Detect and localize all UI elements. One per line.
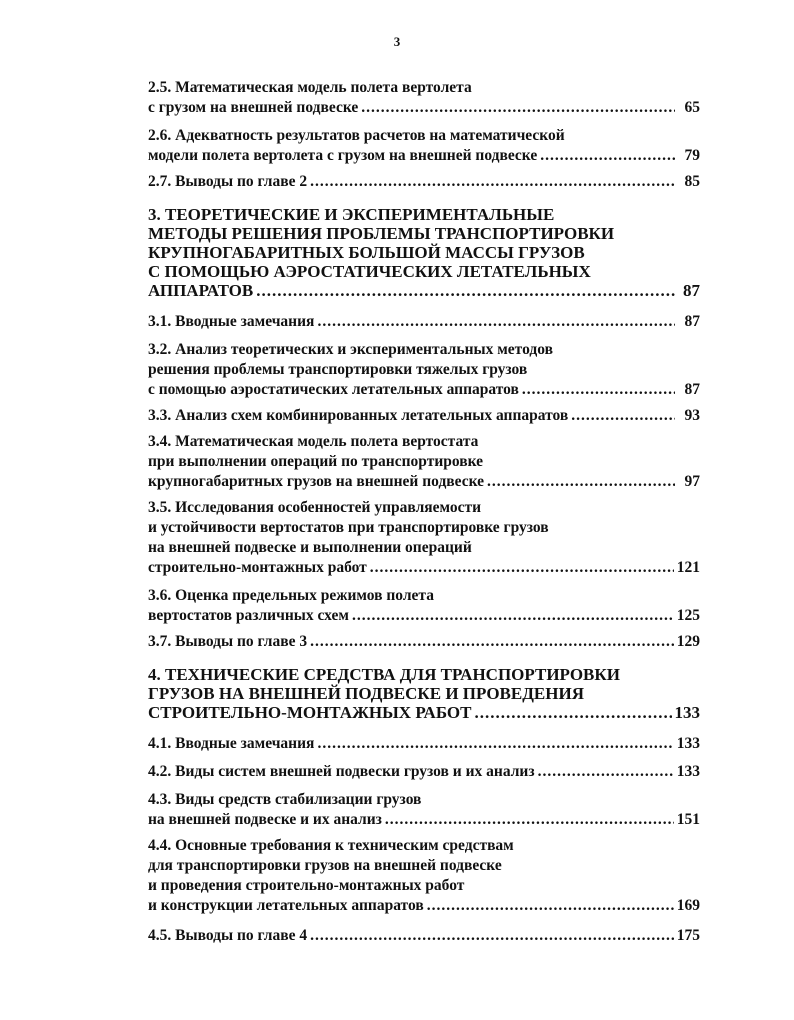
toc-entry-title: 4.5. Выводы по главе 4 <box>148 927 308 944</box>
toc-entry-2-5 <box>148 78 700 118</box>
dot-leader <box>538 762 674 782</box>
toc-entry-line: С ПОМОЩЬЮ АЭРОСТАТИЧЕСКИХ ЛЕТАТЕЛЬНЫХ <box>148 262 591 281</box>
toc-entry-4-4 <box>148 836 700 916</box>
toc-entry-line: и устойчивости вертостатов при транспортировке грузов <box>148 519 549 536</box>
toc-entry-title: АППАРАТОВ <box>148 281 254 300</box>
toc-entry-line: 3.6. Оценка предельных режимов полета <box>148 587 434 604</box>
toc-page-number: 175 <box>676 927 700 944</box>
dot-leader <box>370 558 674 578</box>
toc-entry-line: при выполнении операций по транспортировке <box>148 453 484 470</box>
dot-leader <box>352 606 674 626</box>
toc-chapter-3 <box>148 205 700 300</box>
toc-entry-title: и конструкции летательных аппаратов <box>148 897 424 914</box>
toc-entry-title: 2.7. Выводы по главе 2 <box>148 173 308 190</box>
toc-entry-3-2 <box>148 340 700 400</box>
toc-entry-3-3 <box>148 406 700 426</box>
page-number: 3 <box>393 34 401 49</box>
dot-leader <box>256 281 675 300</box>
toc-page-number: 169 <box>676 897 700 914</box>
toc-page-number: 87 <box>684 313 700 330</box>
toc-entry-2-6 <box>148 126 700 166</box>
toc-entry-line: 3.4. Математическая модель полета вертостата <box>148 433 479 450</box>
toc-entry-title: 3.1. Вводные замечания <box>148 313 315 330</box>
toc-page-number: 133 <box>676 735 700 752</box>
toc-entry-title: 3.3. Анализ схем комбинированных летательных аппаратов <box>148 407 569 424</box>
dot-leader <box>487 472 675 492</box>
toc-page-number: 151 <box>676 811 700 828</box>
toc-entry-title: СТРОИТЕЛЬНО-МОНТАЖНЫХ РАБОТ <box>148 703 472 722</box>
toc-page-number: 93 <box>684 407 700 424</box>
toc-entry-3-6 <box>148 586 700 626</box>
dot-leader <box>540 146 675 166</box>
dot-leader <box>427 896 674 916</box>
toc-entry-title: 4.2. Виды систем внешней подвески грузов и их анализ <box>148 763 535 780</box>
dot-leader <box>310 632 674 652</box>
dot-leader <box>317 312 675 332</box>
toc-entry-line: для транспортировки грузов на внешней подвеске <box>148 857 502 874</box>
toc-entry-title: на внешней подвеске и их анализ <box>148 811 382 828</box>
dot-leader <box>475 703 672 722</box>
toc-entry-3-5 <box>148 498 700 578</box>
toc-page-number: 65 <box>684 99 700 116</box>
toc-entry-4-2 <box>148 762 700 782</box>
toc-page-number: 87 <box>684 381 700 398</box>
toc-entry-line: решения проблемы транспортировки тяжелых грузов <box>148 361 528 378</box>
toc-page-number: 85 <box>684 173 700 190</box>
toc-entry-line: 2.5. Математическая модель полета вертолета <box>148 79 472 96</box>
toc-entry-title: с грузом на внешней подвеске <box>148 99 359 116</box>
dot-leader <box>361 98 675 118</box>
toc-entry-4-3 <box>148 790 700 830</box>
toc-entry-title: крупногабаритных грузов на внешней подвеске <box>148 473 485 490</box>
toc-entry-line: 3.2. Анализ теоретических и экспериментальных методов <box>148 341 553 358</box>
toc-page-number: 133 <box>674 703 700 722</box>
dot-leader <box>522 380 675 400</box>
toc-entry-line: МЕТОДЫ РЕШЕНИЯ ПРОБЛЕМЫ ТРАНСПОРТИРОВКИ <box>148 224 615 243</box>
toc-page-number: 79 <box>684 147 700 164</box>
toc-entry-title: 3.7. Выводы по главе 3 <box>148 633 308 650</box>
toc-page-number: 125 <box>676 607 700 624</box>
dot-leader <box>385 810 674 830</box>
toc-entry-line: 3.5. Исследования особенностей управляемости <box>148 499 482 516</box>
toc-chapter-4 <box>148 665 700 722</box>
toc-entry-4-5 <box>148 926 700 946</box>
dot-leader <box>571 406 675 426</box>
toc-entry-line: ГРУЗОВ НА ВНЕШНЕЙ ПОДВЕСКЕ И ПРОВЕДЕНИЯ <box>148 684 584 703</box>
toc-entry-3-1 <box>148 312 700 332</box>
toc-entry-3-4 <box>148 432 700 492</box>
toc-entry-line: 4. ТЕХНИЧЕСКИЕ СРЕДСТВА ДЛЯ ТРАНСПОРТИРОВКИ <box>148 665 620 684</box>
toc-entry-3-7 <box>148 632 700 652</box>
dot-leader <box>317 734 673 754</box>
toc-page-number: 97 <box>684 473 700 490</box>
toc-entry-title: модели полета вертолета с грузом на внешней подвеске <box>148 147 538 164</box>
toc-entry-line: на внешней подвеске и выполнении операций <box>148 539 472 556</box>
toc-page-number: 129 <box>676 633 700 650</box>
toc-entry-2-7 <box>148 172 700 192</box>
toc-page-number: 87 <box>683 281 700 300</box>
toc-entry-line: 4.3. Виды средств стабилизации грузов <box>148 791 422 808</box>
toc-page-number: 133 <box>676 763 700 780</box>
toc-page-number: 121 <box>676 559 700 576</box>
dot-leader <box>310 926 674 946</box>
dot-leader <box>310 172 675 192</box>
toc-entry-line: 4.4. Основные требования к техническим средствам <box>148 837 514 854</box>
toc-entry-title: 4.1. Вводные замечания <box>148 735 315 752</box>
toc-entry-line: и проведения строительно-монтажных работ <box>148 877 465 894</box>
toc-entry-line: КРУПНОГАБАРИТНЫХ БОЛЬШОЙ МАССЫ ГРУЗОВ <box>148 243 585 262</box>
toc-entry-title: вертостатов различных схем <box>148 607 349 624</box>
toc-entry-4-1 <box>148 734 700 754</box>
toc-entry-title: строительно-монтажных работ <box>148 559 367 576</box>
toc-entry-line: 2.6. Адекватность результатов расчетов на математической <box>148 127 565 144</box>
toc-entry-line: 3. ТЕОРЕТИЧЕСКИЕ И ЭКСПЕРИМЕНТАЛЬНЫЕ <box>148 205 555 224</box>
toc-entry-title: с помощью аэростатических летательных аппаратов <box>148 381 519 398</box>
